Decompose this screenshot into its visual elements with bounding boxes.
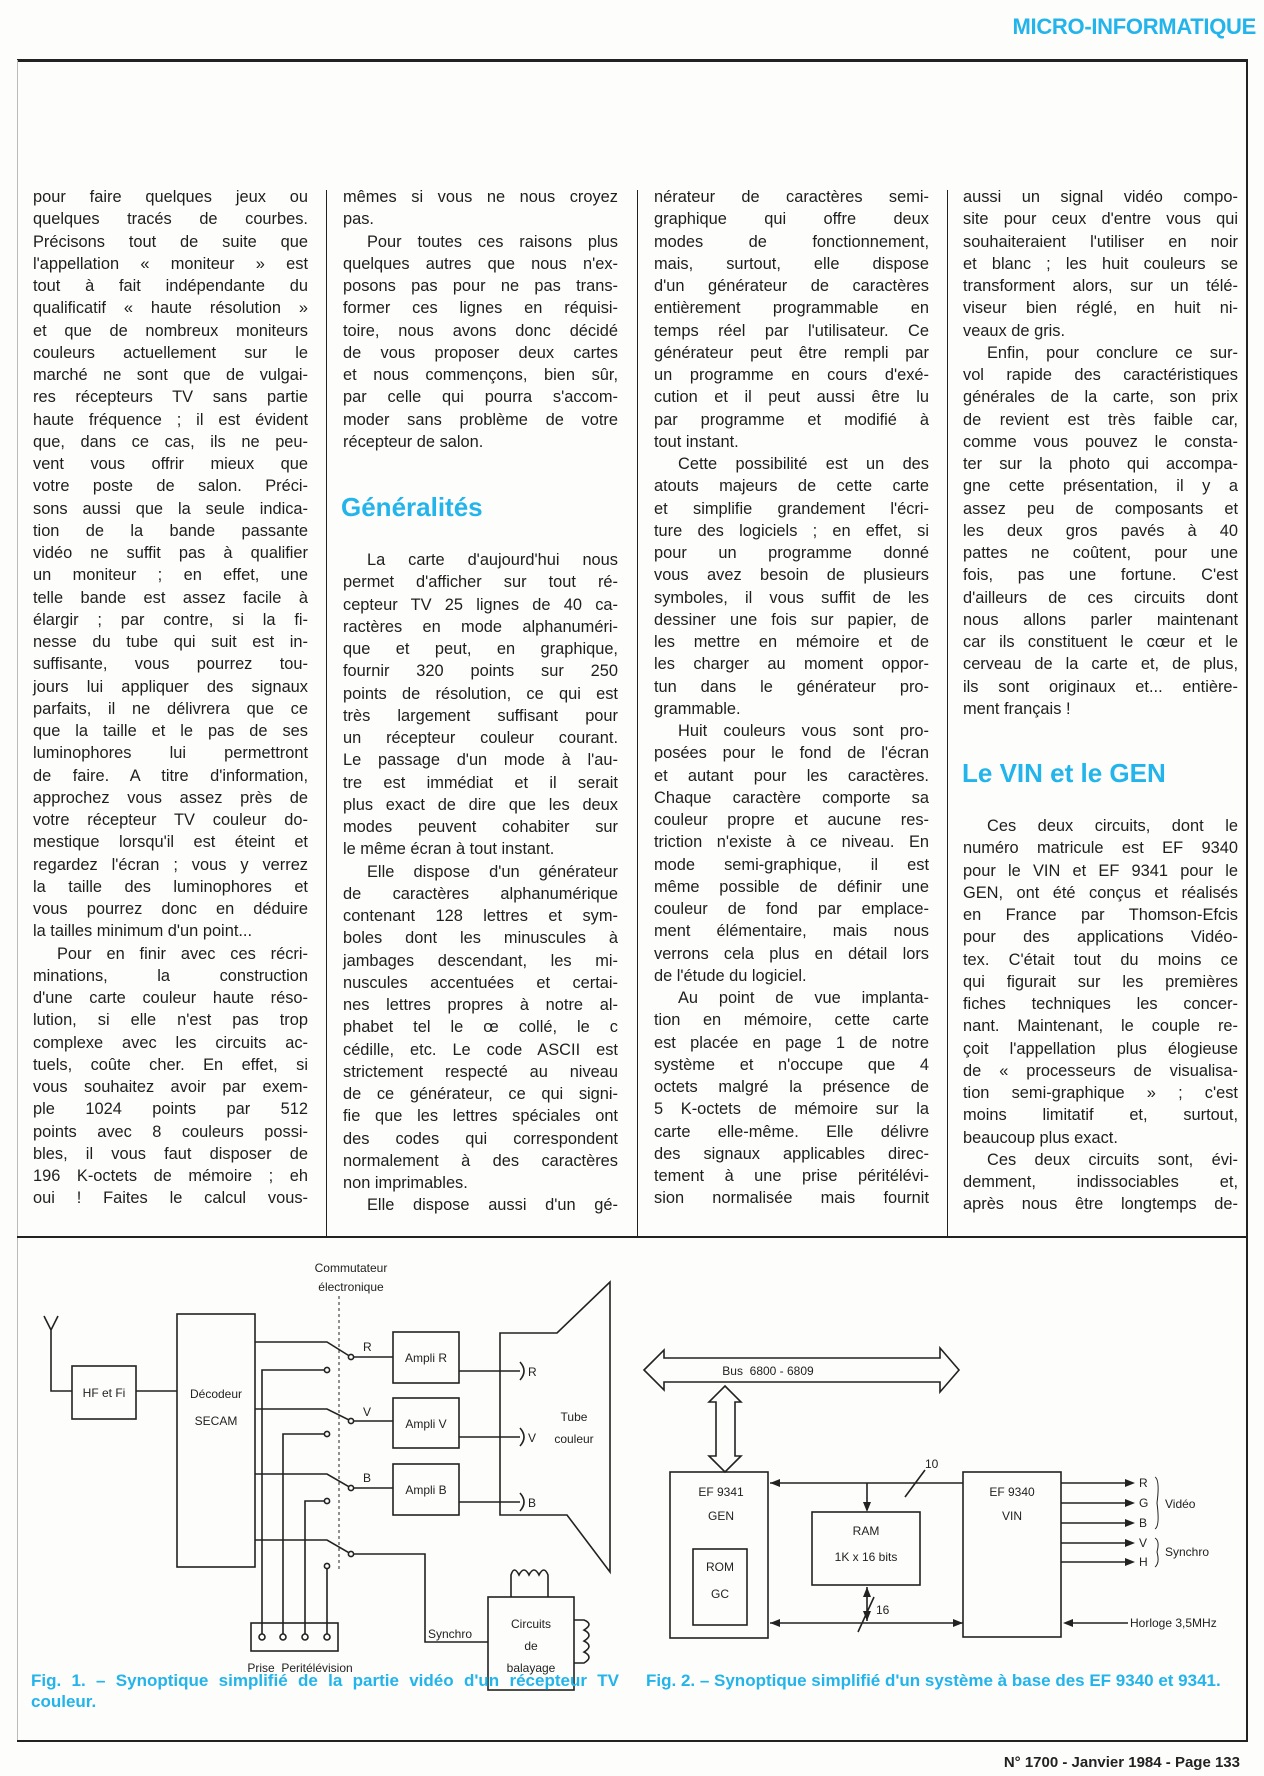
text-line: la taille des luminophores et (33, 877, 308, 896)
text-line: d'ailleurs de ces circuits dont (963, 588, 1238, 607)
tube-label: Tube (560, 1410, 588, 1424)
tube-outline (500, 1282, 610, 1572)
bus-width-10: 10 (925, 1457, 939, 1471)
text-line: et blanc ; les huit couleurs se (963, 254, 1238, 273)
text-line: parfaits, il ne délivrera que ce (33, 699, 308, 718)
channel-label-b: B (363, 1471, 372, 1485)
text-line: vous souhaitez avoir par exem- (33, 1078, 308, 1096)
text-line: toire, nous avons donc décidé (343, 321, 618, 340)
text-line: bles, il vous faut disposer de (33, 1144, 308, 1163)
brace (1155, 1477, 1158, 1567)
text-line: carte elle-même. Elle délivre (654, 1122, 929, 1141)
ampli-r-label: Ampli R (404, 1351, 448, 1365)
text-line: Elle dispose d'un générateur (367, 862, 618, 881)
text-line: minations, la construction (33, 966, 308, 985)
text-line: quelques tracés de courbes. (33, 210, 308, 229)
decoder-box (177, 1314, 255, 1567)
text-line: vous avez besoin de plusieurs (654, 566, 929, 585)
text-line: haute fréquence ; il est évident (33, 410, 308, 429)
text-line: pour le VIN et EF 9341 pour le (963, 861, 1238, 880)
text-line: générateur peut être rempli par (654, 343, 929, 362)
text-line: permet d'afficher sur tout ré- (343, 573, 618, 592)
text-line: votre poste de salon. Préci- (33, 477, 308, 496)
text-line: de l'étude du logiciel. (654, 966, 807, 985)
text-line: posons pas pour ne pas trans- (343, 277, 618, 295)
gun-label: R (528, 1365, 537, 1379)
text-line: un programme en cours d'exé- (654, 366, 929, 384)
text-line: souhaiteraient l'utiliser en noir (963, 232, 1238, 251)
text-line: des codes qui correspondent (343, 1129, 618, 1148)
text-line: les charger au moment oppor- (654, 655, 929, 674)
text-line: un moniteur ; en effet, une (33, 566, 308, 585)
antenna-icon (44, 1316, 72, 1391)
text-line: Enfin, pour conclure ce sur- (987, 343, 1238, 362)
text-line: fournir 320 points sur 250 (343, 662, 618, 681)
text-line: par programme et modifié à (654, 410, 929, 429)
text-line: Pour en finir avec ces récri- (57, 944, 308, 963)
text-line: pas. (343, 210, 374, 229)
text-line: ractères en mode alphanuméri- (343, 617, 618, 636)
text-line: demment, indissociables et, (963, 1173, 1238, 1191)
text-line: temps réel par l'utilisateur. Ce (654, 321, 929, 340)
bus-width-16: 16 (876, 1603, 890, 1617)
scan-label: balayage (506, 1661, 556, 1675)
text-line: cution et il peut aussi être lu (654, 388, 929, 407)
text-line: phabet tel le œ collé, le c (343, 1018, 618, 1037)
text-line: de vous proposer deux cartes (343, 343, 618, 362)
scart-label: Prise Peritélévision (247, 1661, 353, 1675)
text-line: moins limitatif et, surtout, (963, 1106, 1238, 1125)
text-line: nes lettres propres à notre al- (343, 996, 618, 1014)
ram-label: 1K x 16 bits (834, 1550, 898, 1564)
decoder-label: Décodeur (189, 1387, 243, 1401)
text-line: l'appellation « moniteur » est (33, 254, 308, 273)
vin-label: EF 9340 (989, 1485, 1035, 1499)
text-line: comme vous pouvez le consta- (963, 432, 1238, 451)
gen-label: EF 9341 (698, 1485, 744, 1499)
text-line: regardez l'écran ; vous y verrez (33, 855, 308, 874)
text-line: vous pourrez donc en déduire (33, 900, 308, 918)
ampli-outputs (459, 1371, 520, 1502)
output-b: B (1139, 1516, 1148, 1530)
text-line: couleurs actuellement sur le (33, 343, 308, 362)
text-line: lution, si elle n'est pas trop (33, 1011, 308, 1030)
text-line: approchez vous assez près de (33, 788, 308, 807)
text-line: le même écran à tout instant. (343, 840, 555, 859)
text-line: tion de la bande passante (33, 521, 308, 540)
text-line: tun dans le générateur pro- (654, 677, 929, 696)
text-line: fie que les lettres spéciales ont (343, 1107, 618, 1126)
text-line: grammable. (654, 699, 741, 718)
text-line: Ces deux circuits sont, évi- (987, 1150, 1238, 1169)
text-line: très largement suffisant pour (343, 706, 618, 725)
scan-label: de (524, 1639, 538, 1653)
page-footer: N° 1700 - Janvier 1984 - Page 133 (1003, 1754, 1240, 1771)
text-line: que et peut, en graphique, (343, 640, 618, 658)
text-line: cerveau de la carte et, de plus, (963, 655, 1238, 674)
text-line: de revient est très faible car, (963, 410, 1238, 429)
switch-label: électronique (318, 1280, 384, 1294)
gun-label: V (528, 1431, 537, 1445)
scan-label: Circuits (510, 1617, 552, 1631)
text-line: les mettre en mémoire et de (654, 633, 929, 651)
text-line: tement à une prise péritélévi- (654, 1167, 929, 1185)
text-line: les deux gros pavés à 40 (963, 521, 1238, 540)
synchro-label-2: Synchro (1165, 1545, 1210, 1559)
text-line: fiches techniques les concer- (963, 995, 1238, 1013)
text-line: et autant pour les caractères. (654, 766, 929, 785)
text-line: Au point de vue implanta- (678, 989, 929, 1007)
text-line: des signaux applicables direc- (654, 1144, 929, 1163)
figure-2-caption: Fig. 2. – Synoptique simplifié d'un système à base des EF 9340 et 9341. (646, 1671, 1221, 1690)
text-line: triction n'existe à ce niveau. En (654, 833, 929, 852)
hf-label: HF et Fi (82, 1386, 126, 1400)
text-line: atouts majeurs de cette carte (654, 477, 929, 496)
text-line: aussi un signal vidéo compo- (963, 188, 1238, 206)
text-line: transforment alors, sur un télé- (963, 277, 1238, 295)
text-line: gne cette présentation, il y a (963, 477, 1238, 496)
text-line: former ces lignes en réquisi- (343, 299, 618, 318)
text-line: posées pour le fond de l'écran (654, 744, 929, 763)
gun-label: B (528, 1496, 537, 1510)
text-line: et nous commençons, bien sûr, (343, 366, 618, 384)
text-line: Elle dispose aussi d'un gé- (367, 1196, 618, 1215)
text-line: tion semi-graphique » ; c'est (963, 1084, 1238, 1102)
text-line: nérateur de caractères semi- (654, 188, 929, 206)
text-line: points de résolution, ce qui est (343, 684, 618, 703)
text-line: mode semi-graphique, il est (654, 855, 929, 874)
text-line: complexe avec les circuits ac- (33, 1033, 308, 1052)
text-line: points avec 8 couleurs possi- (33, 1122, 308, 1141)
text-line: générales de la carte, son prix (963, 388, 1238, 407)
text-line: récepteur de salon. (343, 432, 484, 451)
text-line: de caractères alphanumérique (343, 884, 618, 903)
text-line: d'une carte couleur haute réso- (33, 989, 308, 1007)
text-line: boles dont les minuscules à (343, 929, 618, 948)
text-line: 196 K-octets de mémoire ; eh (33, 1167, 308, 1185)
figure-1-caption: Fig. 1. – Synoptique simplifié de la partie vidéo d'un récepteur TV couleur. (31, 1671, 619, 1711)
text-line: tex. C'était tout du moins ce (963, 950, 1238, 969)
text-line: res récepteurs TV sans partie (33, 388, 308, 407)
coil-icon (511, 1570, 548, 1597)
text-line: luminophores lui permettront (33, 744, 308, 763)
text-line: telle bande est assez facile à (33, 588, 308, 607)
bus-link-arrow (709, 1386, 741, 1472)
electron-gun-icon (520, 1362, 524, 1511)
text-line: ter sur la photo qui accompa- (963, 455, 1238, 473)
text-line: Le passage d'un mode à l'au- (343, 751, 618, 770)
text-line: nuscules accentuées et certai- (343, 973, 618, 992)
text-line: çoit l'appellation plus élogieuse (963, 1039, 1238, 1058)
text-line: Chaque caractère comporte sa (654, 788, 929, 807)
text-line: Cette possibilité est un des (678, 455, 929, 473)
text-line: ple 1024 points par 512 (33, 1100, 308, 1119)
channel-label-v: V (363, 1405, 372, 1419)
text-line: après nous être longtemps de- (963, 1195, 1238, 1214)
text-line: vol rapide des caractéristiques (963, 366, 1238, 384)
text-line: car ils constituent le cœur et le (963, 633, 1238, 651)
text-line: jambages descendant, les mi- (343, 951, 618, 970)
output-r: R (1139, 1476, 1148, 1490)
text-line: vent vous offrir mieux que (33, 455, 308, 473)
text-line: moder sans problème de votre (343, 410, 618, 429)
text-line: strictement respecté au niveau (343, 1062, 618, 1081)
text-line: ture des logiciels ; en effet, si (654, 521, 929, 540)
video-label: Vidéo (1165, 1497, 1196, 1511)
text-line: 5 K-octets de mémoire sur la (654, 1100, 929, 1119)
rom-label: ROM (706, 1560, 734, 1574)
text-line: modes peuvent cohabiter sur (343, 818, 618, 836)
synchro-label: Synchro (428, 1627, 473, 1641)
text-line: sons aussi que la seule indica- (33, 499, 308, 518)
tube-label: couleur (554, 1432, 594, 1446)
text-line: veaux de gris. (963, 321, 1066, 340)
decoder-label: SECAM (194, 1414, 238, 1428)
text-line: numéro matricule est EF 9340 (963, 839, 1238, 858)
text-line: et que de nombreux moniteurs (33, 321, 308, 340)
text-line: mais, surtout, elle dispose (654, 254, 929, 273)
text-line: octets malgré la présence de (654, 1078, 929, 1096)
text-line: pattes ne coûtent, pour une (963, 544, 1238, 562)
text-line: de « processeurs de visualisa- (963, 1061, 1238, 1080)
text-line: marché ne sont que de vulgai- (33, 366, 308, 384)
text-line: même possible de définir une (654, 877, 929, 896)
output-g: G (1139, 1496, 1149, 1510)
text-line: oui ! Faites le calcul vous- (33, 1189, 308, 1208)
text-line: symboles, il vous suffit de les (654, 588, 929, 607)
text-line: votre récepteur TV couleur do- (33, 811, 308, 829)
text-line: normalement à des caractères (343, 1151, 618, 1170)
text-line: de faire. A titre d'information, (33, 766, 308, 785)
text-line: pour faire quelques jeux ou (33, 188, 308, 206)
bus-label: Bus 6800 - 6809 (722, 1364, 814, 1378)
coil-icon (574, 1620, 589, 1663)
text-line: Pour toutes ces raisons plus (367, 232, 618, 251)
rom-label: GC (711, 1587, 729, 1601)
text-line: système et n'occupe que 4 (654, 1055, 929, 1074)
text-line: dessiner une fois sur papier, de (654, 610, 929, 629)
text-line: site pour ceux d'entre vous qui (963, 210, 1238, 229)
text-line: la tailles minimum d'un point... (33, 922, 253, 941)
ampli-v-label: Ampli V (405, 1417, 447, 1431)
text-line: couleur de fond par emplace- (654, 900, 929, 918)
text-line: nesse du tube qui suit est in- (33, 633, 308, 651)
clock-label: Horloge 3,5MHz (1130, 1616, 1217, 1630)
text-line: élargir ; par contre, si la fi- (33, 610, 308, 629)
text-line: contenant 128 lettres et sym- (343, 907, 618, 925)
text-line: mestique lorsqu'il est éteint et (33, 833, 308, 852)
text-line: suffisante, vous pourrez tou- (33, 655, 308, 674)
text-line: Ces deux circuits, dont le (987, 817, 1238, 835)
text-line: et simplifie grandement l'écri- (654, 499, 929, 518)
ampli-b-label: Ampli B (405, 1483, 447, 1497)
text-line: tion en mémoire, cette carte (654, 1011, 929, 1030)
text-line: couleur propre et aucune res- (654, 811, 929, 829)
text-line: modes de fonctionnement, (654, 232, 929, 251)
text-line: plus exact de dire que les deux (343, 795, 618, 814)
text-line: beaucoup plus exact. (963, 1128, 1118, 1147)
output-h: H (1139, 1555, 1148, 1569)
text-line: ment français ! (963, 699, 1071, 718)
text-line: d'un générateur de caractères (654, 277, 929, 295)
figure-1-diagram (44, 1261, 610, 1690)
text-line: verrons cela plus en détail lors (654, 944, 929, 963)
text-line: tre est immédiat et il serait (343, 773, 618, 792)
text-line: viseur bien réglé, en huit ni- (963, 299, 1238, 318)
text-line: nant. Maintenant, le couple re- (963, 1017, 1238, 1036)
text-line: que, dans ce cas, ils ne peu- (33, 432, 308, 451)
switch-label: Commutateur (314, 1261, 388, 1275)
text-line: cepteur TV 25 lignes de 40 ca- (343, 595, 618, 614)
text-line: nous allons parler maintenant (963, 610, 1238, 629)
text-line: ils sont originaux et... entière- (963, 677, 1238, 696)
text-line: par celle qui pourra s'accom- (343, 388, 618, 407)
text-line: tuels, coûte cher. En effet, si (33, 1055, 308, 1074)
figure-2-diagram (644, 1348, 1217, 1638)
text-line: pour un programme donné (654, 544, 929, 562)
text-line: fois, pas une fortune. C'est (963, 566, 1238, 585)
section-heading-vin-gen: Le VIN et le GEN (962, 758, 1166, 788)
ram-label: RAM (852, 1524, 880, 1538)
text-line: qualificatif « haute résolution » (33, 299, 308, 318)
text-line: que la taille et le pas de ses (33, 722, 308, 740)
text-line: La carte d'aujourd'hui nous (367, 551, 618, 569)
text-line: un récepteur couleur courant. (343, 729, 618, 747)
text-line: en France par Thomson-Efcis (963, 906, 1238, 924)
text-line: cédille, etc. Le code ASCII est (343, 1040, 618, 1059)
text-line: jours lui appliquer des signaux (33, 677, 308, 696)
text-line: graphique qui offre deux (654, 210, 929, 229)
text-line: GEN, ont été conçus et réalisés (963, 883, 1238, 902)
text-line: pour des applications Vidéo- (963, 928, 1238, 947)
vin-label: VIN (1001, 1509, 1023, 1523)
section-heading-generalites: Généralités (341, 492, 483, 522)
text-line: Précisons tout de suite que (33, 232, 308, 251)
text-line: non imprimables. (343, 1174, 468, 1192)
channel-label-r: R (363, 1340, 372, 1354)
section-header: MICRO-INFORMATIQUE (1012, 14, 1256, 39)
text-line: ment élémentaire, mais nous (654, 922, 929, 941)
text-line: vidéo ne suffit pas à qualifier (33, 544, 308, 562)
switch-wiring (255, 1342, 488, 1642)
output-lines (1061, 1483, 1128, 1623)
text-line: tout instant. (654, 432, 739, 451)
text-line: tout à fait indépendante du (33, 277, 308, 295)
output-v: V (1139, 1536, 1148, 1550)
ram-box (812, 1512, 920, 1585)
arrowheads (770, 1479, 1135, 1627)
text-line: mêmes si vous ne nous croyez (343, 188, 618, 206)
text-line: assez peu de composants et (963, 499, 1238, 518)
text-line: de ce générateur, ce qui signi- (343, 1085, 618, 1103)
text-line: Huit couleurs vous sont pro- (678, 722, 929, 740)
gen-label: GEN (707, 1509, 735, 1523)
text-line: est placée en page 1 de notre (654, 1033, 929, 1052)
text-line: quelques autres que nous n'ex- (343, 254, 618, 273)
text-line: qui figurait sur les premières (963, 972, 1238, 991)
text-line: entièrement programmable en (654, 299, 929, 318)
text-line: sion normalisée mais fournit (654, 1189, 929, 1208)
